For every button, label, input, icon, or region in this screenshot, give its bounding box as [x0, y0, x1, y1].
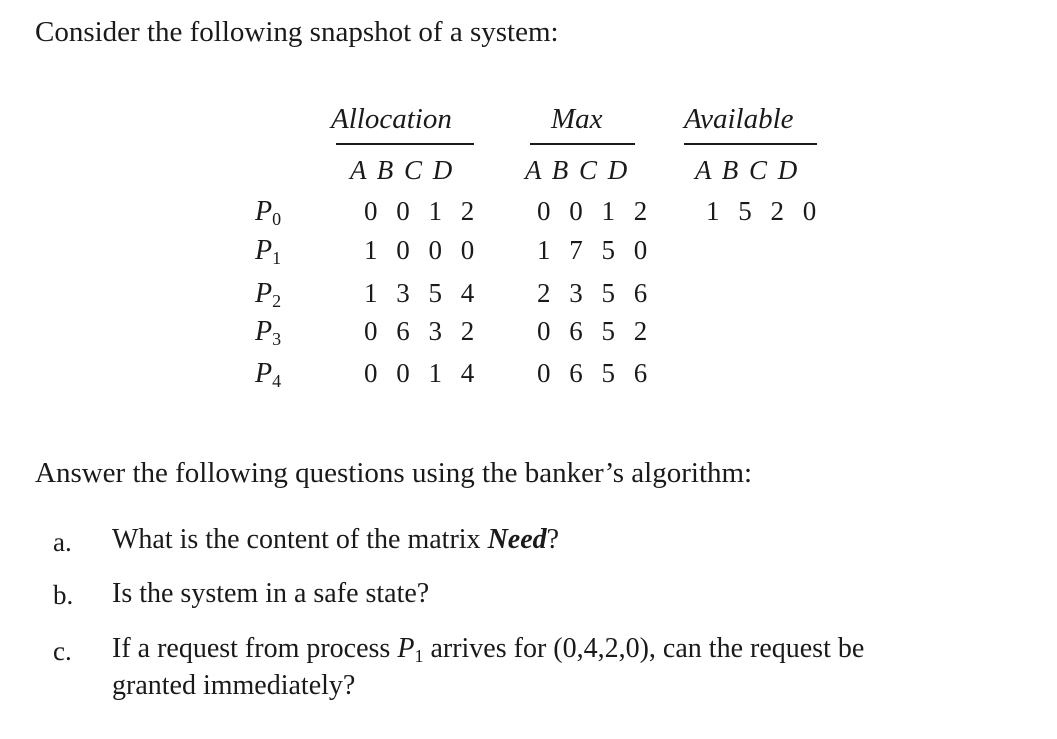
max-cell: 0 6 5 6 — [537, 358, 654, 388]
question-letter: c. — [53, 636, 72, 666]
process-label: $P_1$ — [255, 235, 282, 268]
question-letter: a. — [53, 527, 72, 557]
question-b-text: Is the system in a safe state? — [112, 578, 430, 609]
allocation-subheader: A B C D — [350, 155, 455, 185]
max-subheader: A B C D — [525, 155, 630, 185]
available-cell: 1 5 2 0 — [706, 196, 823, 226]
available-subheader: A B C D — [695, 155, 800, 185]
allocation-cell: 0 6 3 2 — [364, 316, 481, 346]
max-cell: 0 0 1 2 — [537, 196, 654, 226]
max-header: Max — [551, 103, 603, 135]
process-label: $P_0$ — [255, 196, 282, 229]
max-cell: 0 6 5 2 — [537, 316, 654, 346]
process-label: $P_3$ — [255, 316, 282, 349]
allocation-header-rule — [336, 143, 474, 145]
allocation-cell: 0 0 1 4 — [364, 358, 481, 388]
process-label: $P_4$ — [255, 358, 282, 391]
intro-text: Consider the following snapshot of a system: — [35, 16, 559, 48]
max-cell: 2 3 5 6 — [537, 278, 654, 308]
allocation-cell: 1 3 5 4 — [364, 278, 481, 308]
allocation-cell: 0 0 1 2 — [364, 196, 481, 226]
available-header-rule — [684, 143, 817, 145]
max-cell: 1 7 5 0 — [537, 235, 654, 265]
question-c-text-line2: granted immediately? — [112, 670, 356, 701]
available-header: Available — [684, 103, 794, 135]
max-header-rule — [530, 143, 635, 145]
question-a-text: What is the content of the matrix Need? — [112, 524, 560, 555]
process-label: $P_2$ — [255, 278, 282, 311]
allocation-header: Allocation — [331, 103, 452, 135]
question-c-text: If a request from process $P_1$ arrives for (0,4,2,0), can the request be — [112, 633, 865, 666]
allocation-cell: 1 0 0 0 — [364, 235, 481, 265]
answer-intro: Answer the following questions using the banker’s algorithm: — [35, 457, 753, 489]
question-letter: b. — [53, 580, 74, 610]
